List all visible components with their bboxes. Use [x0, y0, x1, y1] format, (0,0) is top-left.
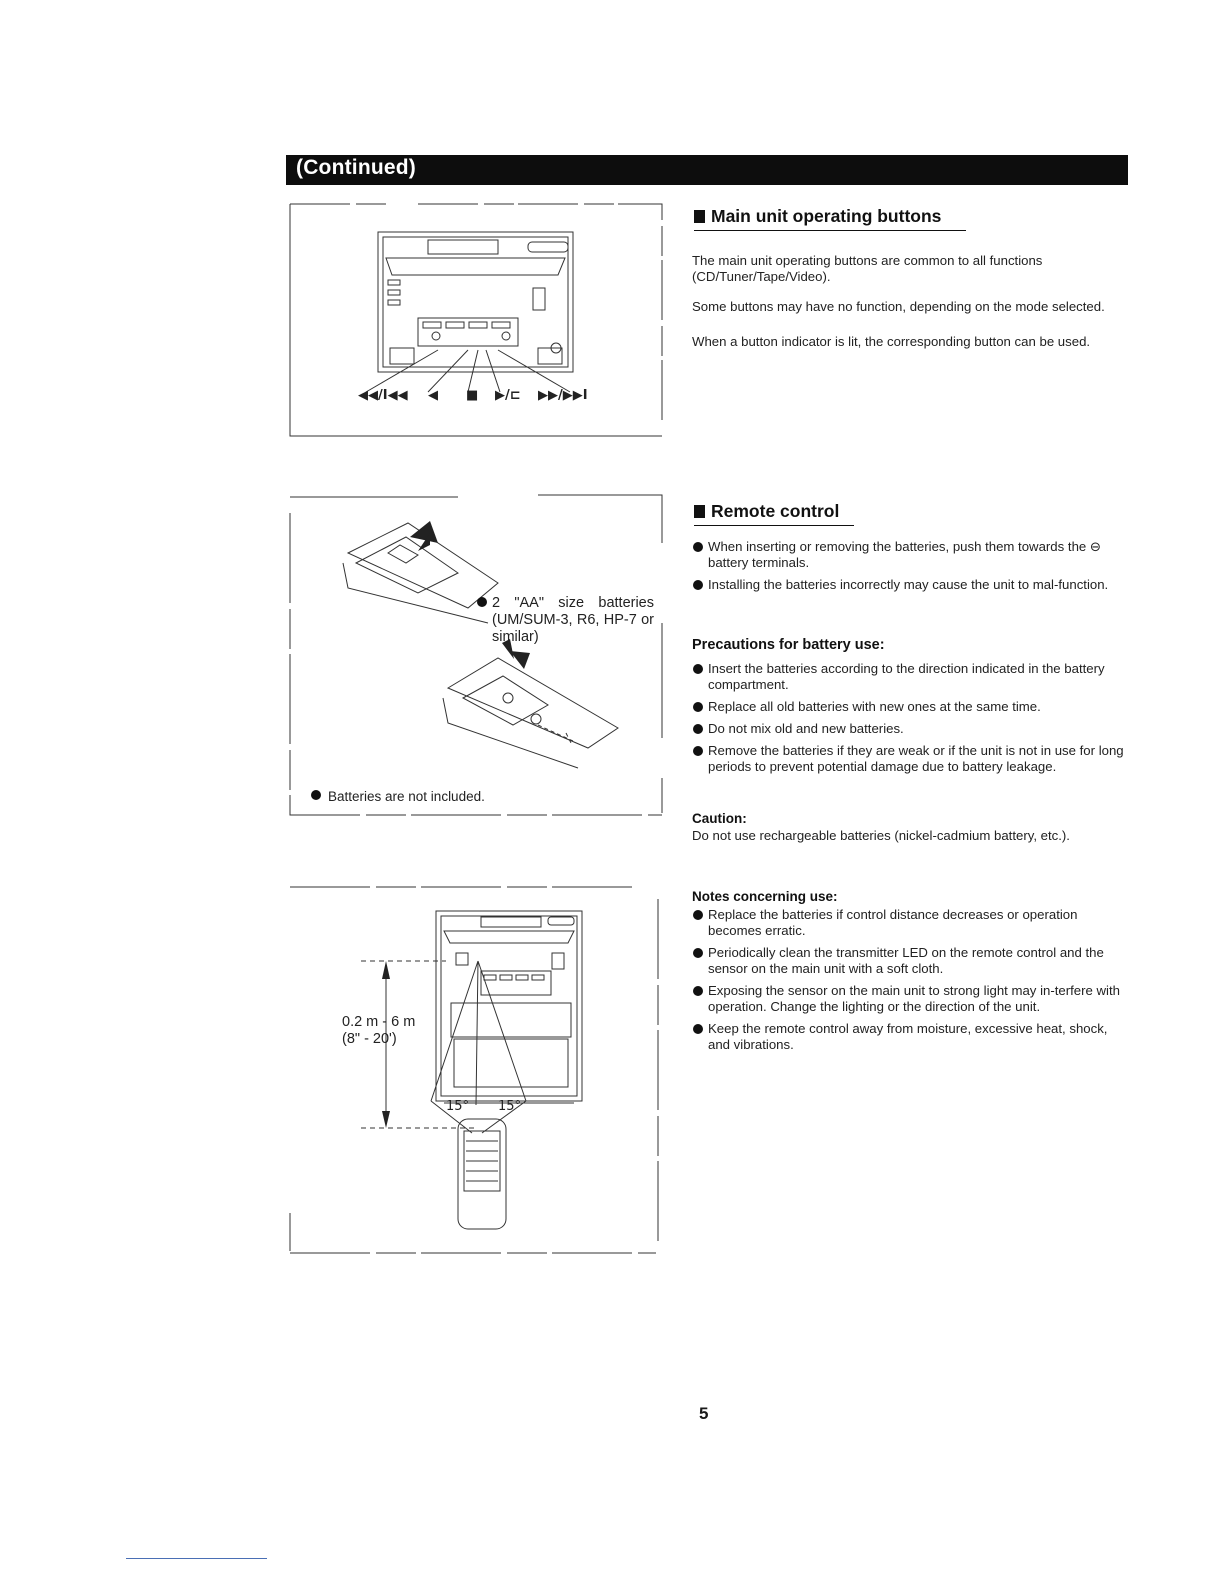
- list-item: Replace the batteries if control distance decreases or operation becomes erratic.: [692, 907, 1126, 939]
- batteries-not-included: Batteries are not included.: [328, 789, 485, 804]
- heading-square-icon: [694, 210, 705, 223]
- section-banner: [286, 155, 1128, 185]
- list-item: Periodically clean the transmitter LED on the remote control and the sensor on the main unit with a soft cloth.: [692, 945, 1126, 977]
- stop-icon: ■: [466, 388, 479, 403]
- list-item: When inserting or removing the batteries, push them towards the ⊖ battery terminals.: [692, 539, 1126, 571]
- remote-control-list: [692, 539, 1126, 599]
- list-item: Replace all old batteries with new ones at the same time.: [692, 699, 1126, 715]
- battery-size-note: 2 "AA" size batteries (UM/SUM-3, R6, HP-7 or similar): [492, 595, 654, 645]
- main-unit-figure: [288, 200, 666, 440]
- list-item: Installing the batteries incorrectly may cause the unit to mal-function.: [692, 577, 1126, 593]
- bullet-icon: [477, 597, 487, 607]
- range-figure: [286, 883, 666, 1255]
- battery-figure: [288, 493, 666, 823]
- banner-title: (Continued): [296, 156, 416, 179]
- precautions-list: [692, 661, 1126, 781]
- remote-control-heading: Remote control: [694, 501, 854, 526]
- main-unit-heading: Main unit operating buttons: [694, 206, 966, 231]
- heading-square-icon: [694, 505, 705, 518]
- forward-skip-icon: ▶▶/▶▶I: [538, 388, 588, 403]
- notes-list: [692, 907, 1126, 1059]
- bullet-icon: [311, 790, 321, 800]
- main-unit-para-3: When a button indicator is lit, the corresponding button can be used.: [692, 334, 1091, 349]
- caution-heading: Caution:: [692, 811, 747, 826]
- angle-left-label: 15°: [446, 1099, 470, 1114]
- list-item: Do not mix old and new batteries.: [692, 721, 1126, 737]
- list-item: Exposing the sensor on the main unit to strong light may in-terfere with operation. Change the lighting or the direction of the unit.: [692, 983, 1126, 1015]
- main-unit-para-2: Some buttons may have no function, depending on the mode selected.: [692, 299, 1105, 314]
- list-item: Remove the batteries if they are weak or if the unit is not in use for long periods to prevent potential damage due to battery leakage.: [692, 743, 1126, 775]
- main-unit-para-1: The main unit operating buttons are common to all functions (CD/Tuner/Tape/Video).: [692, 253, 1043, 284]
- reverse-play-icon: ◀: [428, 388, 438, 403]
- footer-rule: [126, 1558, 267, 1559]
- angle-right-label: 15°: [498, 1099, 522, 1114]
- battery-drawing: [288, 493, 666, 823]
- rewind-skip-icon: ◀◀/I◀◀: [358, 388, 408, 403]
- precautions-heading: Precautions for battery use:: [692, 637, 885, 653]
- distance-imperial: (8" - 20'): [342, 1031, 397, 1047]
- distance-metric: 0.2 m - 6 m: [342, 1014, 416, 1030]
- main-unit-drawing: [288, 200, 666, 440]
- caution-text: Do not use rechargeable batteries (nickel-cadmium battery, etc.).: [692, 828, 1070, 843]
- list-item: Keep the remote control away from moisture, excessive heat, shock, and vibrations.: [692, 1021, 1126, 1053]
- notes-heading: Notes concerning use:: [692, 889, 838, 904]
- page-number: 5: [699, 1404, 709, 1423]
- play-icon: ▶/⊏: [495, 388, 521, 403]
- list-item: Insert the batteries according to the direction indicated in the battery compartment.: [692, 661, 1126, 693]
- range-drawing: [286, 883, 666, 1255]
